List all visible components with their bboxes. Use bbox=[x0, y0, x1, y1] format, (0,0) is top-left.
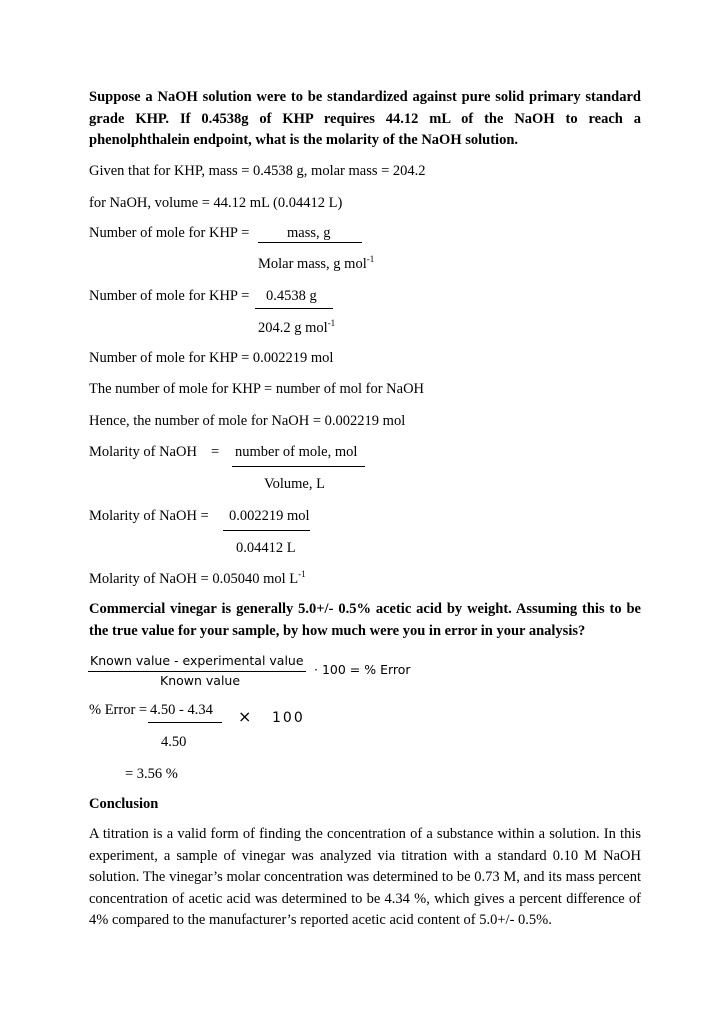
molarity-formula-numerator: number of mole, mol bbox=[235, 444, 358, 460]
mole-formula-denominator bbox=[258, 254, 375, 272]
error-formula-denominator: Known value bbox=[160, 673, 241, 688]
error-formula-fraction-bar bbox=[88, 671, 306, 672]
error-calc-result: = 3.56 % bbox=[125, 766, 178, 782]
molarity-subst-numerator: 0.002219 mol bbox=[229, 508, 310, 524]
molarity-subst-label: Molarity of NaOH = bbox=[89, 508, 209, 524]
mole-formula-denominator-sup: -1 bbox=[366, 254, 375, 264]
conclusion-text: A titration is a valid form of finding the concentration of a substance within a solution. In this experiment, a sample of vinegar was analyzed via titration with a standard 0.10 M NaOH solution. The vinegar’s molar concentration was determined to be 0.73 M, and its mass percent concentration of acetic acid was determined to be 4.34 %, which gives a percent difference of 4% compared to the manufacturer’s reported acetic acid content of 5.0+/- 0.5%. bbox=[89, 826, 641, 928]
error-calc-hundred: 100 bbox=[272, 710, 305, 726]
error-calc-times: × bbox=[238, 707, 252, 726]
error-formula-numerator: Known value - experimental value bbox=[90, 653, 304, 668]
error-calc-numerator: 4.50 - 4.34 bbox=[150, 702, 213, 718]
mole-formula-numerator: mass, g bbox=[287, 225, 331, 241]
error-formula-operator: · 100 = % Error bbox=[314, 662, 411, 677]
mole-formula-denominator-text: Molar mass, g mol bbox=[258, 256, 367, 272]
mole-subst-denominator-sup: -1 bbox=[327, 318, 336, 328]
molarity-formula-fraction-bar bbox=[232, 466, 365, 467]
molarity-result-sup: -1 bbox=[298, 569, 306, 579]
mole-result: Number of mole for KHP = 0.002219 mol bbox=[89, 350, 334, 366]
molarity-formula-label: Molarity of NaOH bbox=[89, 444, 197, 460]
mole-formula-fraction-bar bbox=[258, 242, 362, 243]
error-calc-fraction-bar bbox=[148, 722, 222, 723]
question-1: Suppose a NaOH solution were to be standardized against pure solid primary standard grade KHP. If 0.4538g of KHP requires 44.12 mL of the NaOH to reach a phenolphthalein endpoint, what is the molarity of the NaOH solution. bbox=[89, 89, 641, 148]
mole-subst-fraction-bar bbox=[255, 308, 333, 309]
molarity-subst-fraction-bar bbox=[223, 530, 310, 531]
error-calc-denominator: 4.50 bbox=[161, 734, 187, 750]
mole-subst-label: Number of mole for KHP = bbox=[89, 288, 250, 304]
mole-subst-denominator bbox=[258, 318, 336, 336]
mole-equivalence: The number of mole for KHP = number of mol for NaOH bbox=[89, 381, 425, 397]
given-naoh: for NaOH, volume = 44.12 mL (0.04412 L) bbox=[89, 195, 343, 211]
molarity-formula-denominator: Volume, L bbox=[264, 476, 325, 492]
molarity-result-text: Molarity of NaOH = 0.05040 mol L bbox=[89, 571, 299, 587]
molarity-formula-equals: = bbox=[211, 444, 220, 460]
mole-formula-label: Number of mole for KHP = bbox=[89, 225, 250, 241]
error-calc-label: % Error = bbox=[89, 702, 148, 718]
molarity-result bbox=[89, 569, 306, 587]
naoh-moles: Hence, the number of mole for NaOH = 0.002219 mol bbox=[89, 413, 406, 429]
mole-subst-denominator-text: 204.2 g mol bbox=[258, 320, 328, 336]
question-2: Commercial vinegar is generally 5.0+/- 0.5% acetic acid by weight. Assuming this to be the true value for your sample, by how much were you in error in your analysis? bbox=[89, 601, 641, 639]
mole-subst-numerator: 0.4538 g bbox=[266, 288, 317, 304]
given-khp: Given that for KHP, mass = 0.4538 g, molar mass = 204.2 bbox=[89, 163, 426, 179]
molarity-subst-denominator: 0.04412 L bbox=[236, 540, 296, 556]
conclusion-heading: Conclusion bbox=[89, 796, 159, 812]
